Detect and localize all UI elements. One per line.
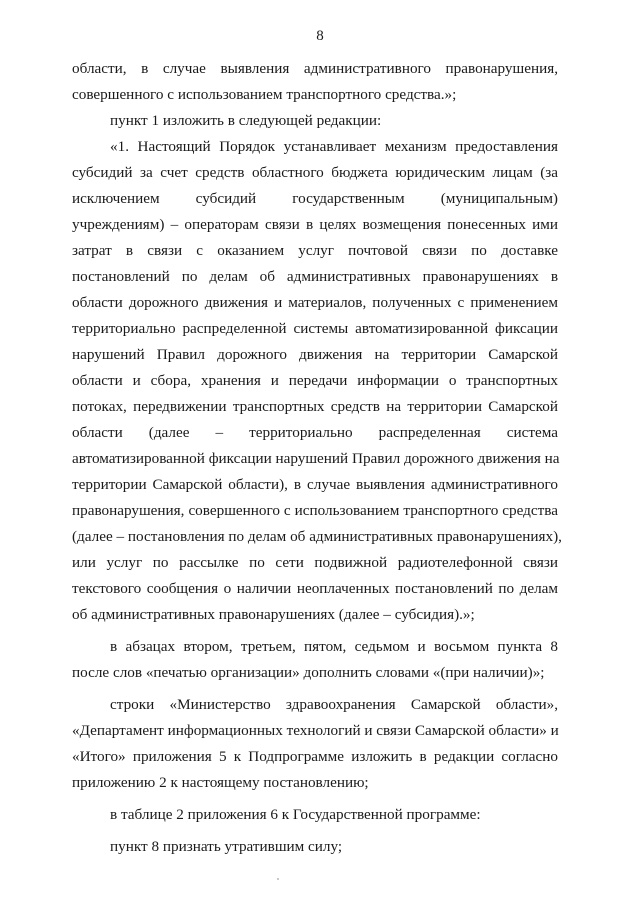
text-line: в таблице 2 приложения 6 к Государственной программе: [110,806,481,823]
text-line: пункт 1 изложить в следующей редакции: [110,112,382,129]
text-line: текстового сообщения о наличии неоплаченных постановлений по делам [72,580,558,597]
text-line: в абзацах втором, третьем, пятом, седьмом и восьмом пункта 8 [110,638,558,655]
text-line: учреждениям) – операторам связи в целях возмещения понесенных ими [72,216,558,233]
text-line: территориально распределенной системы автоматизированной фиксации [72,320,558,337]
page-number: 8 [316,28,324,44]
text-line: совершенного с использованием транспортного средства.»; [72,86,457,103]
text-line: территории Самарской области), в случае выявления административного [72,476,558,493]
text-line: или услуг по рассылке по сети подвижной радиотелефонной связи [72,554,558,571]
text-line: постановлений по делам об административных правонарушениях в [72,268,558,285]
text-line: пункт 8 признать утратившим силу; [110,838,343,855]
text-line: области (далее – территориально распределенная система [72,424,558,441]
paragraph-p2 [72,108,558,134]
text-line: «1. Настоящий Порядок устанавливает механизм предоставления [110,138,558,155]
text-line: области, в случае выявления административного правонарушения, [72,60,558,77]
text-line: исключением субсидий государственным (муниципальным) [72,190,558,207]
text-line: (далее – постановления по делам об административных правонарушениях), [72,528,562,545]
text-line: области дорожного движения и материалов, полученных с применением [72,294,558,311]
paragraph-p4 [72,634,558,686]
scan-speck [277,878,279,880]
text-line: субсидий за счет средств областного бюджета юридическим лицам (за [72,164,558,181]
text-line: области и сбора, хранения и передачи информации о транспортных [72,372,558,389]
text-line: «Департамент информационных технологий и связи Самарской области» и [72,722,559,739]
text-line: после слов «печатью организации» дополнить словами «(при наличии)»; [72,664,545,681]
text-line: строки «Министерство здравоохранения Самарской области», [110,696,558,713]
paragraph-p5 [72,692,558,796]
paragraph-p7 [72,834,558,860]
text-line: приложению 2 к настоящему постановлению; [72,774,369,791]
paragraph-p1 [72,56,558,108]
text-line: автоматизированной фиксации нарушений Правил дорожного движения на [72,450,560,467]
text-line: потоках, передвижении транспортных средств на территории Самарской [72,398,558,415]
paragraph-p3 [72,134,562,628]
document-body [72,56,562,860]
text-line: нарушений Правил дорожного движения на территории Самарской [72,346,558,363]
text-line: затрат в связи с оказанием услуг почтовой связи по доставке [72,242,558,259]
text-line: правонарушения, совершенного с использованием транспортного средства [72,502,558,519]
text-line: «Итого» приложения 5 к Подпрограмме изложить в редакции согласно [72,748,558,765]
paragraph-p6 [72,802,558,828]
text-line: об административных правонарушениях (далее – субсидия).»; [72,606,475,623]
